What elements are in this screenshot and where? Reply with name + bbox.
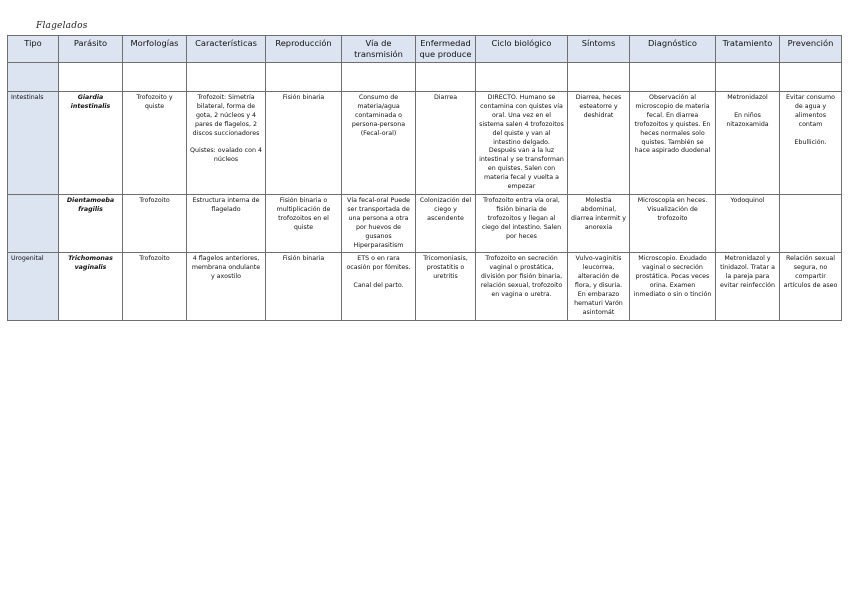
cell-tratamiento: Metronidazol En niños nitazoxamida xyxy=(716,92,780,195)
cell-morfologias: Trofozoito y quiste xyxy=(123,92,187,195)
cell-enfermedad: Tricomoniasis, prostatitis o uretritis xyxy=(416,253,476,320)
cell-sintomas: Molestia abdominal, diarrea intermit y anorexia xyxy=(568,194,630,252)
spacer-cell xyxy=(716,63,780,92)
flagelados-table xyxy=(7,35,842,321)
cell-enfermedad: Colonización del ciego y ascendente xyxy=(416,194,476,252)
header-diagnostico: Diagnóstico xyxy=(630,36,716,63)
spacer-cell xyxy=(416,63,476,92)
spacer-cell xyxy=(187,63,266,92)
cell-via-transmision: Vía fecal-oral Puede ser transportada de una persona a otra por huevos de gusanos Hiperparasitism xyxy=(342,194,416,252)
cell-morfologias: Trofozoito xyxy=(123,253,187,320)
header-enfermedad: Enfermedad que produce xyxy=(416,36,476,63)
cell-ciclo-biologico: Trofozoito en secreción vaginal o prostática, división por fisión binaria, relación sexual, trofozoito en vagina o uretra. xyxy=(476,253,568,320)
header-parasito: Parásito xyxy=(59,36,123,63)
spacer-cell xyxy=(568,63,630,92)
spacer-cell xyxy=(59,63,123,92)
header-caracteristicas: Características xyxy=(187,36,266,63)
cell-via-transmision: ETS o en rara ocasión por fómites. Canal del parto. xyxy=(342,253,416,320)
header-sintomas: Síntoms xyxy=(568,36,630,63)
header-tipo: Tipo xyxy=(8,36,59,63)
table-row-trichomonas xyxy=(8,253,842,320)
cell-diagnostico: Microscopía en heces. Visualización de trofozoito xyxy=(630,194,716,252)
cell-parasito: Dientamoeba fragilis xyxy=(59,194,123,252)
cell-diagnostico: Microscopio. Exudado vaginal o secreción prostática. Pocas veces orina. Examen inmediato o sin o tinción xyxy=(630,253,716,320)
spacer-cell xyxy=(780,63,842,92)
spacer-cell xyxy=(630,63,716,92)
cell-tipo: Intestinals xyxy=(8,92,59,195)
spacer-cell xyxy=(342,63,416,92)
cell-reproduccion: Fisión binaria xyxy=(266,253,342,320)
cell-ciclo-biologico: Trofozoito entra vía oral, fisión binaria de trofozoitos y llegan al ciego del intestino. Salen por heces xyxy=(476,194,568,252)
spacer-cell xyxy=(476,63,568,92)
table-row-dientamoeba xyxy=(8,194,842,252)
header-reproduccion: Reproducción xyxy=(266,36,342,63)
document-title: Flagelados xyxy=(36,21,88,31)
cell-tipo: Urogenital xyxy=(8,253,59,320)
header-via-transmision: Vía de transmisión xyxy=(342,36,416,63)
spacer-cell xyxy=(8,63,59,92)
cell-parasito: Giardia intestinalis xyxy=(59,92,123,195)
cell-morfologias: Trofozoito xyxy=(123,194,187,252)
cell-sintomas: Diarrea, heces esteatorre y deshidrat xyxy=(568,92,630,195)
spacer-cell xyxy=(266,63,342,92)
cell-tratamiento: Metronidazol y tinidazol. Tratar a la pareja para evitar reinfección xyxy=(716,253,780,320)
cell-diagnostico: Observación al microscopio de materia fecal. En diarrea trofozoitos y quistes. En heces normales solo quistes. También se hace aspirado duodenal xyxy=(630,92,716,195)
cell-sintomas: Vulvo-vaginitis leucorrea, alteración de flora, y disuria. En embarazo hematuri Varón asintomát xyxy=(568,253,630,320)
cell-enfermedad: Diarrea xyxy=(416,92,476,195)
spacer-row xyxy=(8,63,842,92)
header-row xyxy=(8,36,842,63)
cell-parasito: Trichomonas vaginalis xyxy=(59,253,123,320)
cell-reproduccion: Fisión binaria xyxy=(266,92,342,195)
header-ciclo-biologico: Ciclo biológico xyxy=(476,36,568,63)
spacer-cell xyxy=(123,63,187,92)
header-morfologias: Morfologías xyxy=(123,36,187,63)
cell-ciclo-biologico: DIRECTO. Humano se contamina con quistes vía oral. Una vez en el sistema salen 4 trofozoitos del quiste y van al intestino delgado. Después van a la luz intestinal y se transforman en quistes. Salen con materia fecal y vuelta a empezar xyxy=(476,92,568,195)
cell-prevencion xyxy=(780,194,842,252)
cell-caracteristicas: Trofozoit: Simetría bilateral, forma de gota, 2 núcleos y 4 pares de flagelos, 2 discos succionadores Quistes: ovalado con 4 núcleos xyxy=(187,92,266,195)
cell-reproduccion: Fisión binaria o multiplicación de trofozoitos en el quiste xyxy=(266,194,342,252)
header-tratamiento: Tratamiento xyxy=(716,36,780,63)
cell-via-transmision: Consumo de materia/agua contaminada o persona-persona (Fecal-oral) xyxy=(342,92,416,195)
cell-prevencion: Evitar consumo de agua y alimentos contam Ebullición. xyxy=(780,92,842,195)
cell-prevencion: Relación sexual segura, no compartir artículos de aseo xyxy=(780,253,842,320)
cell-caracteristicas: 4 flagelos anteriores, membrana ondulante y axostilo xyxy=(187,253,266,320)
cell-caracteristicas: Estructura interna de flagelado xyxy=(187,194,266,252)
table-row-giardia xyxy=(8,92,842,195)
cell-tipo xyxy=(8,194,59,252)
cell-tratamiento: Yodoquinol xyxy=(716,194,780,252)
header-prevencion: Prevención xyxy=(780,36,842,63)
